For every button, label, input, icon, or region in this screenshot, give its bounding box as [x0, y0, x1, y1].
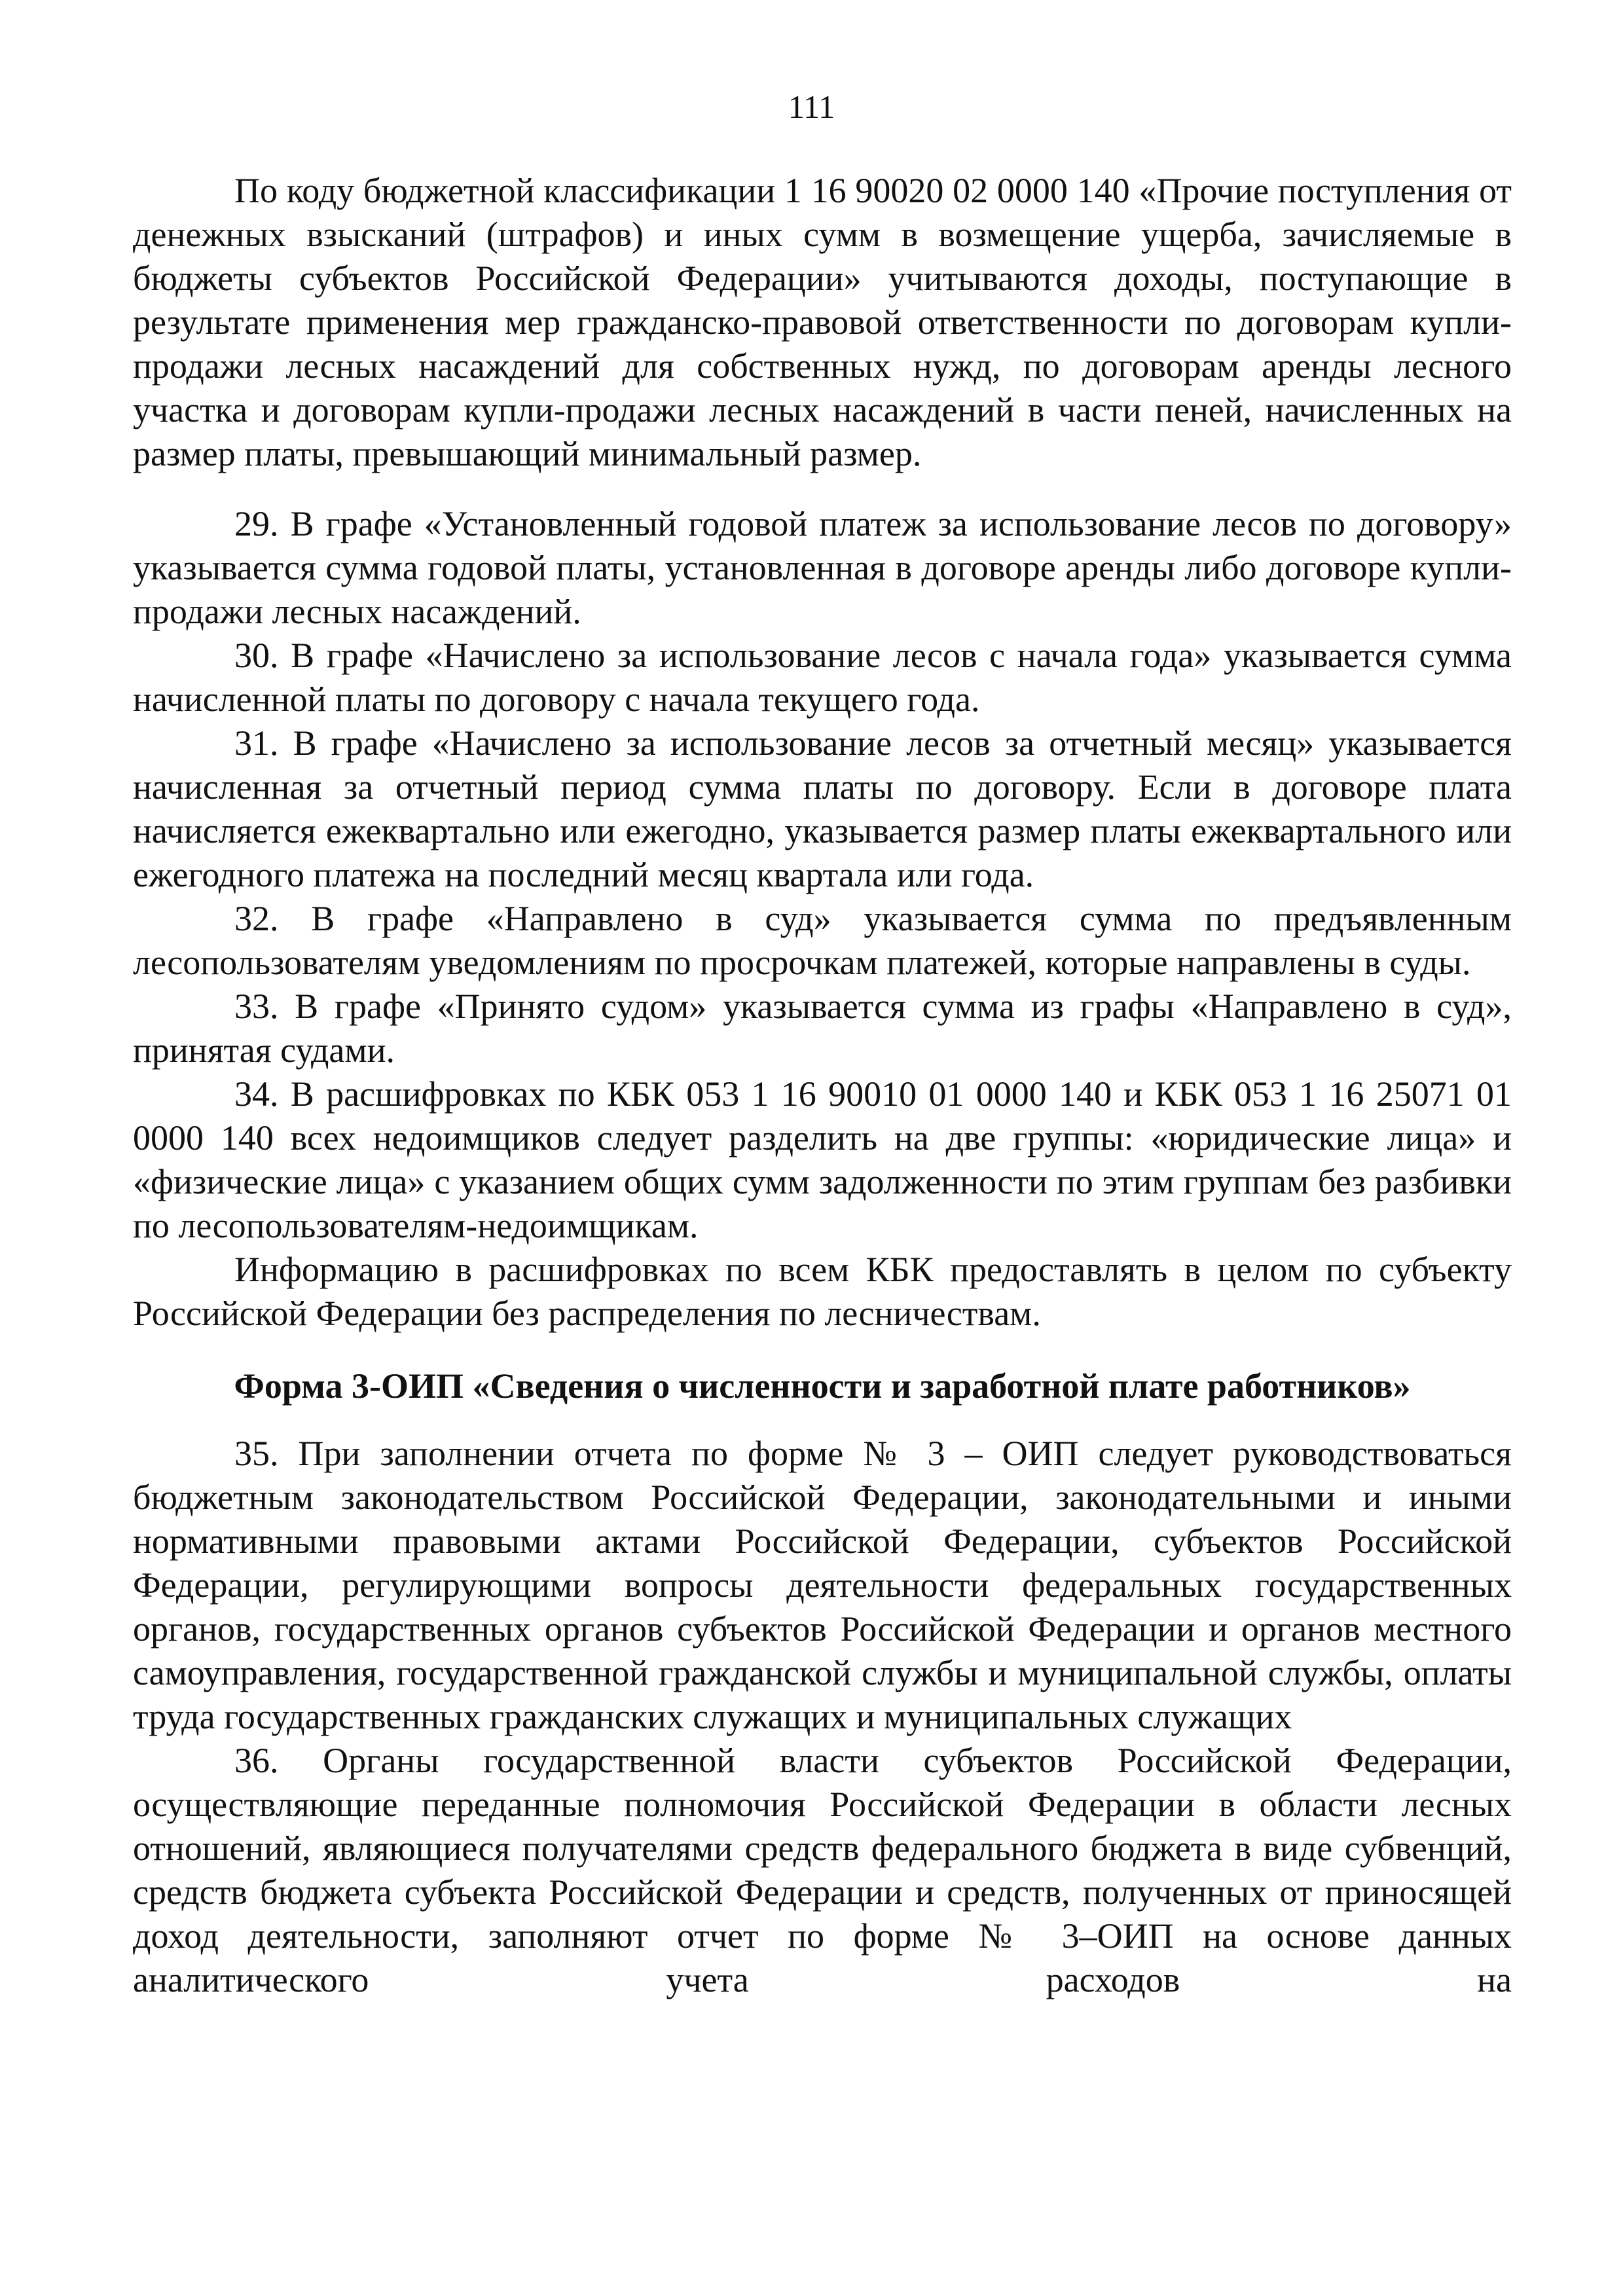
paragraph-32: 32. В графе «Направлено в суд» указывается сумма по предъявленным лесопользователям уведомлениям по просрочкам платежей, которые направлены в суды.: [133, 899, 1512, 982]
paragraph-35: 35. При заполнении отчета по форме № 3 – ОИП следует руководствоваться бюджетным законодательством Российской Федерации, законодательными и иными нормативными правовыми актами Российской Федерации, субъектов Российской Федерации, регулирующими вопросы деятельности федеральных государственных органов, государственных органов субъектов Российской Федерации и органов местного самоуправления, государственной гражданской службы и муниципальной службы, оплаты труда государственных гражданских служащих и муниципальных служащих: [133, 1434, 1512, 1736]
paragraph-29: 29. В графе «Установленный годовой платеж за использование лесов по договору» указывается сумма годовой платы, установленная в договоре аренды либо договоре купли-продажи лесных насаждений.: [133, 504, 1512, 631]
paragraph-30: 30. В графе «Начислено за использование лесов с начала года» указывается сумма начисленной платы по договору с начала текущего года.: [133, 636, 1512, 719]
paragraph-34: 34. В расшифровках по КБК 053 1 16 90010 01 0000 140 и КБК 053 1 16 25071 01 0000 140 всех недоимщиков следует разделить на две группы: «юридические лица» и «физические лица» с указанием общих сумм задолженности по этим группам без разбивки по лесопользователям-недоимщикам.: [133, 1074, 1512, 1245]
paragraph-kbk-90020: По коду бюджетной классификации 1 16 90020 02 0000 140 «Прочие поступления от денежных взысканий (штрафов) и иных сумм в возмещение ущерба, зачисляемые в бюджеты субъектов Российской Федерации» учитываются доходы, поступающие в результате применения мер гражданско-правовой ответственности по договорам купли-продажи лесных насаждений для собственных нужд, по договорам аренды лесного участка и договорам купли-продажи лесных насаждений в части пеней, начисленных на размер платы, превышающий минимальный размер.: [133, 171, 1512, 473]
paragraph-33: 33. В графе «Принято судом» указывается сумма из графы «Направлено в суд», принятая судами.: [133, 987, 1512, 1070]
document-body: [133, 169, 1512, 2002]
section-heading-form-3-oip: Форма 3-ОИП «Сведения о численности и заработной плате работников»: [234, 1366, 1411, 1406]
paragraph-kbk-info: Информацию в расшифровках по всем КБК предоставлять в целом по субъекту Российской Федерации без распределения по лесничествам.: [133, 1250, 1512, 1333]
paragraph-31: 31. В графе «Начислено за использование лесов за отчетный месяц» указывается начисленная за отчетный период сумма платы по договору. Если в договоре плата начисляется ежеквартально или ежегодно, указывается размер платы ежеквартального или ежегодного платежа на последний месяц квартала или года.: [133, 723, 1512, 894]
page-number: 111: [788, 88, 835, 125]
paragraph-36: 36. Органы государственной власти субъектов Российской Федерации, осуществляющие переданные полномочия Российской Федерации в области лесных отношений, являющиеся получателями средств федерального бюджета в виде субвенций, средств бюджета субъекта Российской Федерации и средств, полученных от приносящей доход деятельности, заполняют отчет по форме № 3–ОИП на основе данных аналитического учета расходов на: [133, 1741, 1512, 1999]
